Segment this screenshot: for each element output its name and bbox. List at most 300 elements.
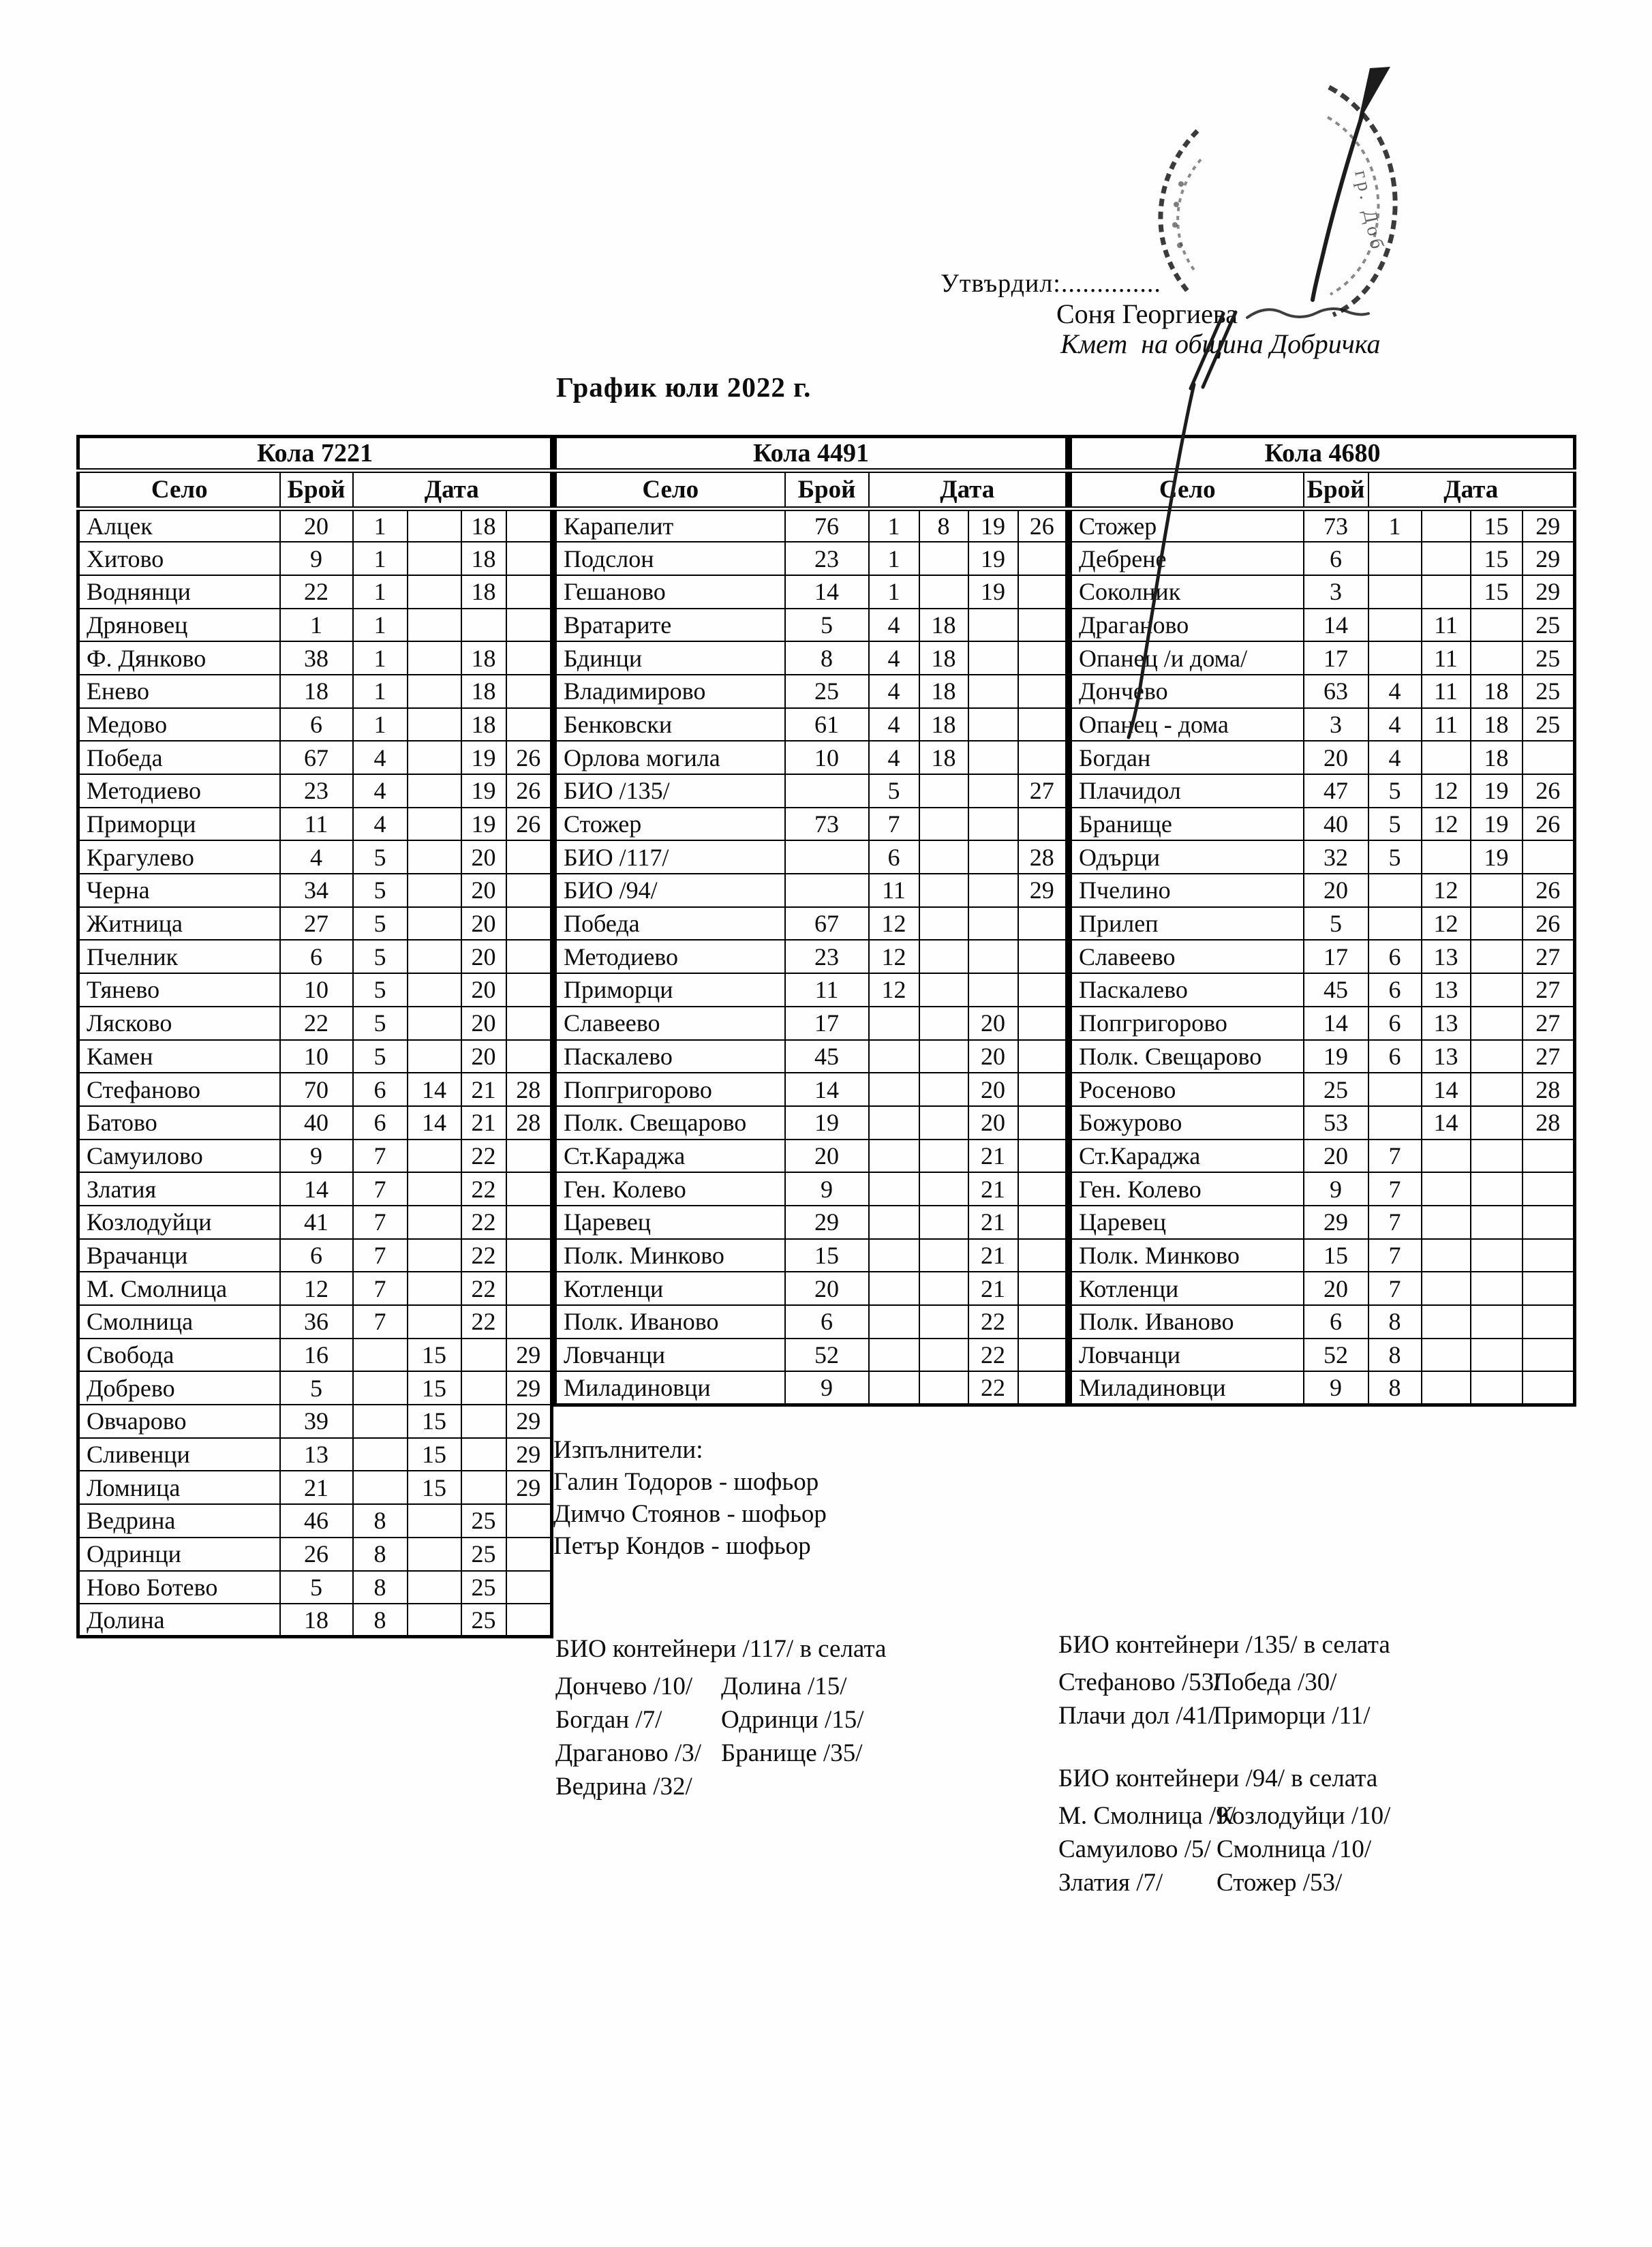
- date-cell: 27: [1523, 940, 1575, 973]
- count-cell: 47: [1304, 774, 1368, 808]
- date-cell: 7: [1368, 1172, 1422, 1206]
- village-cell: Росеново: [1071, 1073, 1304, 1106]
- date-cell: 20: [461, 907, 506, 941]
- village-cell: Врачанци: [78, 1239, 280, 1272]
- date-cell: [408, 1604, 461, 1637]
- date-cell: 8: [1368, 1371, 1422, 1405]
- date-cell: 19: [461, 741, 506, 774]
- table-row: [78, 1106, 552, 1140]
- table-row: [555, 741, 1067, 774]
- date-cell: [408, 641, 461, 675]
- date-cell: [506, 1604, 552, 1637]
- date-cell: [408, 1538, 461, 1571]
- table-row: [1071, 940, 1575, 973]
- count-cell: 40: [280, 1106, 353, 1140]
- table-row: [78, 1504, 552, 1538]
- village-cell: Козлодуйци: [78, 1206, 280, 1239]
- bio-item: Козлодуйци /10/: [1217, 1802, 1391, 1830]
- count-cell: 6: [1304, 542, 1368, 575]
- table-row: [78, 675, 552, 708]
- date-cell: [461, 609, 506, 642]
- table-row: [1071, 1172, 1575, 1206]
- table-row: [78, 1206, 552, 1239]
- date-cell: 22: [461, 1239, 506, 1272]
- bio-row: [1058, 1799, 1390, 1833]
- date-cell: [1471, 1206, 1523, 1239]
- date-cell: 28: [1523, 1106, 1575, 1140]
- count-cell: 17: [1304, 940, 1368, 973]
- date-cell: 1: [353, 609, 408, 642]
- table-row: [78, 1272, 552, 1305]
- date-cell: [408, 940, 461, 973]
- date-cell: 12: [1422, 907, 1471, 941]
- village-cell: Пчелник: [78, 940, 280, 973]
- date-cell: 28: [1018, 840, 1067, 874]
- date-cell: 7: [353, 1206, 408, 1239]
- date-cell: 25: [461, 1571, 506, 1604]
- count-cell: 9: [785, 1371, 869, 1405]
- count-cell: 5: [785, 609, 869, 642]
- date-cell: [1422, 1371, 1471, 1405]
- table-row: [1071, 1140, 1575, 1173]
- date-cell: 22: [461, 1172, 506, 1206]
- village-cell: БИО /135/: [555, 774, 785, 808]
- date-cell: 5: [353, 907, 408, 941]
- date-cell: [1471, 1040, 1523, 1073]
- date-cell: 26: [506, 808, 552, 841]
- date-cell: 4: [353, 741, 408, 774]
- count-cell: 9: [785, 1172, 869, 1206]
- date-cell: 21: [968, 1272, 1018, 1305]
- table-row: [1071, 1272, 1575, 1305]
- date-cell: [869, 1007, 919, 1040]
- date-cell: 18: [1471, 675, 1523, 708]
- village-cell: Дряновец: [78, 609, 280, 642]
- village-cell: Методиево: [78, 774, 280, 808]
- date-cell: 18: [461, 708, 506, 742]
- village-cell: Енево: [78, 675, 280, 708]
- count-cell: 6: [1304, 1305, 1368, 1339]
- count-cell: 73: [1304, 509, 1368, 542]
- date-cell: 5: [1368, 808, 1422, 841]
- date-cell: [408, 1172, 461, 1206]
- table-row: [78, 1438, 552, 1471]
- date-cell: 7: [1368, 1206, 1422, 1239]
- date-cell: 11: [869, 874, 919, 907]
- count-cell: 20: [280, 509, 353, 542]
- date-cell: [968, 708, 1018, 742]
- count-cell: 17: [785, 1007, 869, 1040]
- date-cell: 14: [408, 1106, 461, 1140]
- count-cell: 18: [280, 1604, 353, 1637]
- date-cell: 8: [353, 1571, 408, 1604]
- table-row: [78, 641, 552, 675]
- village-cell: Одърци: [1071, 840, 1304, 874]
- date-cell: 29: [506, 1471, 552, 1504]
- date-cell: [1523, 1371, 1575, 1405]
- table-row: [1071, 708, 1575, 742]
- village-cell: Стожер: [1071, 509, 1304, 542]
- bio-heading: БИО контейнери /135/ в селата: [1058, 1631, 1390, 1659]
- date-cell: 13: [1422, 1040, 1471, 1073]
- date-cell: [506, 1571, 552, 1604]
- date-cell: [506, 840, 552, 874]
- village-cell: Ново Ботево: [78, 1571, 280, 1604]
- date-cell: 26: [1018, 509, 1067, 542]
- count-cell: 26: [280, 1538, 353, 1571]
- bio-item: Драганово /3/: [555, 1739, 702, 1767]
- table-row: [555, 708, 1067, 742]
- village-cell: Бранище: [1071, 808, 1304, 841]
- date-cell: 1: [353, 675, 408, 708]
- date-cell: [919, 1172, 968, 1206]
- village-cell: Стефаново: [78, 1073, 280, 1106]
- date-cell: 8: [919, 509, 968, 542]
- date-cell: [1018, 641, 1067, 675]
- date-cell: [1523, 1305, 1575, 1339]
- village-cell: Бдинци: [555, 641, 785, 675]
- bio-row: [1058, 1666, 1390, 1699]
- date-cell: [353, 1339, 408, 1372]
- date-cell: [919, 1040, 968, 1073]
- village-cell: Опанец - дома: [1071, 708, 1304, 742]
- date-cell: [408, 1206, 461, 1239]
- table-row: [78, 1471, 552, 1504]
- date-cell: 4: [869, 641, 919, 675]
- date-cell: [1018, 609, 1067, 642]
- bio-section-135: [1058, 1630, 1390, 1732]
- date-cell: 22: [968, 1339, 1018, 1372]
- date-cell: [869, 1206, 919, 1239]
- date-cell: 6: [869, 840, 919, 874]
- count-cell: [785, 840, 869, 874]
- village-cell: Богдан: [1071, 741, 1304, 774]
- count-cell: 52: [1304, 1339, 1368, 1372]
- date-cell: 27: [1523, 1040, 1575, 1073]
- village-cell: Лясково: [78, 1007, 280, 1040]
- count-cell: 11: [280, 808, 353, 841]
- executor-item: Димчо Стоянов - шофьор: [553, 1500, 827, 1528]
- count-cell: 11: [785, 973, 869, 1007]
- date-cell: [968, 940, 1018, 973]
- count-cell: 20: [1304, 874, 1368, 907]
- date-cell: [506, 575, 552, 609]
- date-column-header: Дата: [1368, 471, 1575, 509]
- date-cell: [1018, 1040, 1067, 1073]
- date-cell: 1: [353, 708, 408, 742]
- date-cell: [1523, 1140, 1575, 1173]
- village-cell: М. Смолница: [78, 1272, 280, 1305]
- date-cell: [869, 1371, 919, 1405]
- pen-signature-icon: [1247, 67, 1390, 318]
- date-cell: 29: [506, 1371, 552, 1405]
- table-row: [1071, 609, 1575, 642]
- date-cell: [1471, 1339, 1523, 1372]
- table-row: [555, 874, 1067, 907]
- date-cell: [1018, 940, 1067, 973]
- table-row: [78, 575, 552, 609]
- date-cell: [461, 1438, 506, 1471]
- date-cell: [1018, 542, 1067, 575]
- car-title: Кола 7221: [78, 437, 552, 471]
- village-cell: Полк. Минково: [1071, 1239, 1304, 1272]
- village-cell: Божурово: [1071, 1106, 1304, 1140]
- car-table-4491: [553, 435, 1069, 1407]
- date-cell: 19: [968, 575, 1018, 609]
- date-cell: [968, 840, 1018, 874]
- date-cell: 4: [869, 708, 919, 742]
- bio-item: Дончево /10/: [555, 1672, 693, 1700]
- table-row: [1071, 1371, 1575, 1405]
- date-cell: 7: [353, 1272, 408, 1305]
- count-cell: 9: [280, 1140, 353, 1173]
- village-cell: Владимирово: [555, 675, 785, 708]
- village-cell: Златия: [78, 1172, 280, 1206]
- date-cell: 20: [461, 1007, 506, 1040]
- table-row: [1071, 575, 1575, 609]
- date-cell: [1471, 1371, 1523, 1405]
- date-cell: [968, 609, 1018, 642]
- bio-item: Смолница /10/: [1217, 1835, 1372, 1863]
- date-cell: [968, 641, 1018, 675]
- date-cell: 1: [869, 509, 919, 542]
- round-stamp-right-icon: [1328, 87, 1395, 315]
- count-cell: 1: [280, 609, 353, 642]
- date-cell: 22: [461, 1272, 506, 1305]
- count-cell: 14: [1304, 609, 1368, 642]
- table-row: [1071, 741, 1575, 774]
- bio-item: Богдан /7/: [555, 1706, 662, 1734]
- date-cell: 4: [869, 609, 919, 642]
- village-cell: БИО /117/: [555, 840, 785, 874]
- date-cell: 1: [869, 542, 919, 575]
- table-row: [1071, 1073, 1575, 1106]
- table-row: [555, 973, 1067, 1007]
- date-cell: [919, 1272, 968, 1305]
- village-cell: Воднянци: [78, 575, 280, 609]
- date-cell: 18: [919, 641, 968, 675]
- table-row: [78, 1538, 552, 1571]
- village-cell: Орлова могила: [555, 741, 785, 774]
- date-cell: 11: [1422, 675, 1471, 708]
- bio-row: [1058, 1866, 1390, 1899]
- village-cell: Царевец: [1071, 1206, 1304, 1239]
- date-cell: [919, 1140, 968, 1173]
- date-cell: 5: [353, 840, 408, 874]
- village-cell: Бенковски: [555, 708, 785, 742]
- date-cell: 20: [968, 1040, 1018, 1073]
- bio-item: Златия /7/: [1058, 1869, 1163, 1897]
- date-cell: [1368, 641, 1422, 675]
- table-row: [78, 741, 552, 774]
- date-cell: 22: [461, 1140, 506, 1173]
- date-cell: [506, 1172, 552, 1206]
- date-cell: [1471, 1272, 1523, 1305]
- count-cell: 14: [280, 1172, 353, 1206]
- date-cell: [919, 1106, 968, 1140]
- count-cell: 17: [1304, 641, 1368, 675]
- date-cell: [1018, 575, 1067, 609]
- count-cell: 67: [280, 741, 353, 774]
- date-cell: [869, 1272, 919, 1305]
- date-cell: 27: [1018, 774, 1067, 808]
- date-cell: [1422, 1239, 1471, 1272]
- table-row: [555, 1172, 1067, 1206]
- executor-item: Петър Кондов - шофьор: [553, 1532, 811, 1560]
- count-cell: 67: [785, 907, 869, 941]
- count-cell: 20: [1304, 741, 1368, 774]
- table-row: [555, 1305, 1067, 1339]
- date-cell: [1471, 1007, 1523, 1040]
- date-cell: [1471, 641, 1523, 675]
- count-cell: 25: [1304, 1073, 1368, 1106]
- count-cell: 76: [785, 509, 869, 542]
- count-cell: 15: [785, 1239, 869, 1272]
- date-cell: 5: [353, 940, 408, 973]
- date-cell: 6: [1368, 1007, 1422, 1040]
- village-cell: Пчелино: [1071, 874, 1304, 907]
- table-row: [78, 1140, 552, 1173]
- village-cell: Стожер: [555, 808, 785, 841]
- date-cell: 21: [968, 1239, 1018, 1272]
- count-cell: 4: [280, 840, 353, 874]
- date-cell: 14: [1422, 1106, 1471, 1140]
- village-cell: Дебрене: [1071, 542, 1304, 575]
- approver-name: Соня Георгиева: [1056, 299, 1238, 329]
- table-row: [555, 774, 1067, 808]
- village-cell: Карапелит: [555, 509, 785, 542]
- village-cell: Сливенци: [78, 1438, 280, 1471]
- village-cell: Славеево: [1071, 940, 1304, 973]
- bio-section-94: [1058, 1764, 1390, 1899]
- date-cell: [919, 575, 968, 609]
- date-cell: 6: [1368, 940, 1422, 973]
- date-cell: [869, 1106, 919, 1140]
- bio-row: [555, 1737, 886, 1770]
- date-cell: 13: [1422, 940, 1471, 973]
- date-cell: [1471, 874, 1523, 907]
- table-row: [555, 1339, 1067, 1372]
- date-cell: 11: [1422, 641, 1471, 675]
- date-cell: [408, 1504, 461, 1538]
- count-cell: 25: [785, 675, 869, 708]
- count-cell: 19: [785, 1106, 869, 1140]
- date-cell: [408, 509, 461, 542]
- date-cell: [353, 1438, 408, 1471]
- date-cell: [506, 509, 552, 542]
- date-cell: 27: [1523, 1007, 1575, 1040]
- bio-row: [555, 1770, 886, 1803]
- date-cell: 15: [408, 1438, 461, 1471]
- date-cell: 29: [1018, 874, 1067, 907]
- date-cell: 15: [1471, 575, 1523, 609]
- table-row: [1071, 1206, 1575, 1239]
- date-cell: 25: [461, 1538, 506, 1571]
- date-cell: 14: [408, 1073, 461, 1106]
- date-cell: [506, 907, 552, 941]
- date-cell: [869, 1073, 919, 1106]
- count-cell: 46: [280, 1504, 353, 1538]
- date-cell: [869, 1140, 919, 1173]
- date-cell: 4: [869, 675, 919, 708]
- village-cell: Победа: [555, 907, 785, 941]
- date-cell: [1018, 1206, 1067, 1239]
- village-cell: Ловчанци: [555, 1339, 785, 1372]
- date-cell: 14: [1422, 1073, 1471, 1106]
- date-cell: 12: [1422, 774, 1471, 808]
- count-cell: 10: [280, 1040, 353, 1073]
- date-cell: [869, 1040, 919, 1073]
- date-cell: [1018, 808, 1067, 841]
- date-cell: 18: [461, 575, 506, 609]
- date-cell: [408, 542, 461, 575]
- count-cell: 73: [785, 808, 869, 841]
- village-cell: Ст.Караджа: [1071, 1140, 1304, 1173]
- village-cell: Полк. Иваново: [1071, 1305, 1304, 1339]
- date-cell: 8: [353, 1538, 408, 1571]
- bio-item: Самуилово /5/: [1058, 1835, 1211, 1863]
- count-column-header: Брой: [1304, 471, 1368, 509]
- table-row: [78, 1339, 552, 1372]
- date-cell: [968, 741, 1018, 774]
- village-cell: Попгригорово: [1071, 1007, 1304, 1040]
- count-cell: [785, 774, 869, 808]
- bio-item: Бранище /35/: [721, 1739, 863, 1767]
- table-row: [555, 575, 1067, 609]
- table-row: [78, 973, 552, 1007]
- village-cell: Крагулево: [78, 840, 280, 874]
- date-cell: [1523, 1172, 1575, 1206]
- village-cell: Одринци: [78, 1538, 280, 1571]
- table-row: [78, 774, 552, 808]
- village-cell: Победа: [78, 741, 280, 774]
- table-row: [555, 1007, 1067, 1040]
- date-cell: [919, 542, 968, 575]
- date-cell: 20: [461, 874, 506, 907]
- date-cell: [408, 675, 461, 708]
- count-cell: 14: [1304, 1007, 1368, 1040]
- date-cell: 29: [506, 1339, 552, 1372]
- stamp-text: гр. Доб: [1350, 168, 1388, 254]
- page-title: График юли 2022 г.: [556, 371, 812, 403]
- date-cell: [1018, 675, 1067, 708]
- count-cell: 23: [785, 940, 869, 973]
- count-cell: 32: [1304, 840, 1368, 874]
- date-cell: [919, 874, 968, 907]
- date-cell: [408, 774, 461, 808]
- table-row: [1071, 907, 1575, 941]
- count-column-header: Брой: [785, 471, 869, 509]
- date-cell: [408, 973, 461, 1007]
- date-cell: [1422, 542, 1471, 575]
- village-cell: Вратарите: [555, 609, 785, 642]
- date-cell: 12: [869, 973, 919, 1007]
- date-cell: [1368, 575, 1422, 609]
- date-cell: 8: [353, 1504, 408, 1538]
- date-cell: [506, 1140, 552, 1173]
- date-cell: [1471, 940, 1523, 973]
- village-cell: Полк. Свещарово: [1071, 1040, 1304, 1073]
- table-row: [1071, 1305, 1575, 1339]
- date-cell: 22: [461, 1206, 506, 1239]
- date-cell: 6: [353, 1106, 408, 1140]
- date-cell: 21: [968, 1172, 1018, 1206]
- date-cell: [408, 575, 461, 609]
- village-cell: Паскалево: [1071, 973, 1304, 1007]
- date-cell: [919, 1339, 968, 1372]
- bio-row: [1058, 1833, 1390, 1866]
- date-cell: 25: [1523, 609, 1575, 642]
